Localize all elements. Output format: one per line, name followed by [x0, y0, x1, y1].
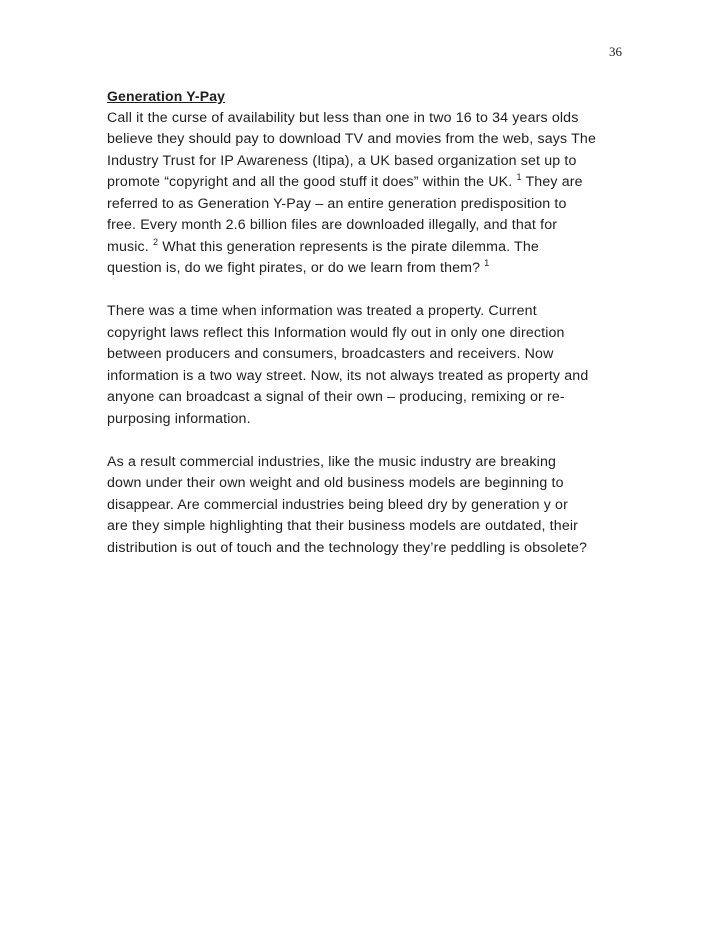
paragraph-line: Call it the curse of availability but less than one in two 16 to 34 years olds	[107, 109, 579, 126]
paragraph-line	[107, 237, 627, 259]
paragraph-line: referred to as Generation Y-Pay – an entire generation predisposition to	[107, 195, 567, 212]
paragraph-line: Industry Trust for IP Awareness (Itipa), a UK based organization set up to	[107, 152, 577, 169]
paragraph-line: copyright laws reflect this Information would fly out in only one direction	[107, 324, 565, 341]
paragraph-line: distribution is out of touch and the technology they’re peddling is obsolete?	[107, 539, 588, 556]
section-heading: Generation Y-Pay	[107, 88, 226, 104]
paragraph-line: are they simple highlighting that their business models are outdated, their	[107, 518, 579, 534]
paragraph-line: purposing information.	[107, 410, 251, 427]
paragraph-line: down under their own weight and old business models are beginning to	[107, 475, 564, 491]
paragraph-line: between producers and consumers, broadcasters and receivers. Now	[107, 346, 554, 362]
paragraph-line: free. Every month 2.6 billion files are downloaded illegally, and that for	[107, 217, 558, 233]
paragraph-line: information is a two way street. Now, its not always treated as property and	[107, 367, 589, 384]
paragraph-3	[107, 452, 627, 560]
paragraph-line: There was a time when information was treated a property. Current	[107, 303, 537, 319]
paragraph-1	[107, 108, 627, 280]
footnote-marker: 1	[516, 172, 522, 182]
paragraph-line	[107, 258, 627, 280]
line-text: question is, do we fight pirates, or do we learn from them?	[107, 260, 485, 276]
footnote-marker: 2	[152, 236, 159, 247]
paragraph-line: anyone can broadcast a signal of their own – producing, remixing or re-	[107, 389, 565, 405]
paragraph-line: disappear. Are commercial industries being bleed dry by generation y or	[107, 496, 568, 513]
paragraph-line: As a result commercial industries, like the music industry are breaking	[107, 453, 557, 470]
paragraph-line	[107, 172, 627, 194]
page-number: 36	[609, 44, 622, 59]
line-text: music.	[107, 238, 153, 255]
line-text: They are	[521, 174, 583, 190]
line-text: promote “copyright and all the good stuff it does” within the UK.	[107, 174, 517, 190]
footnote-marker: 1	[484, 258, 490, 268]
paragraph-2	[107, 301, 627, 430]
page-content	[107, 86, 627, 581]
line-text: What this generation represents is the pirate dilemma. The	[158, 238, 539, 255]
paragraph-line: believe they should pay to download TV and movies from the web, says The	[107, 131, 596, 147]
